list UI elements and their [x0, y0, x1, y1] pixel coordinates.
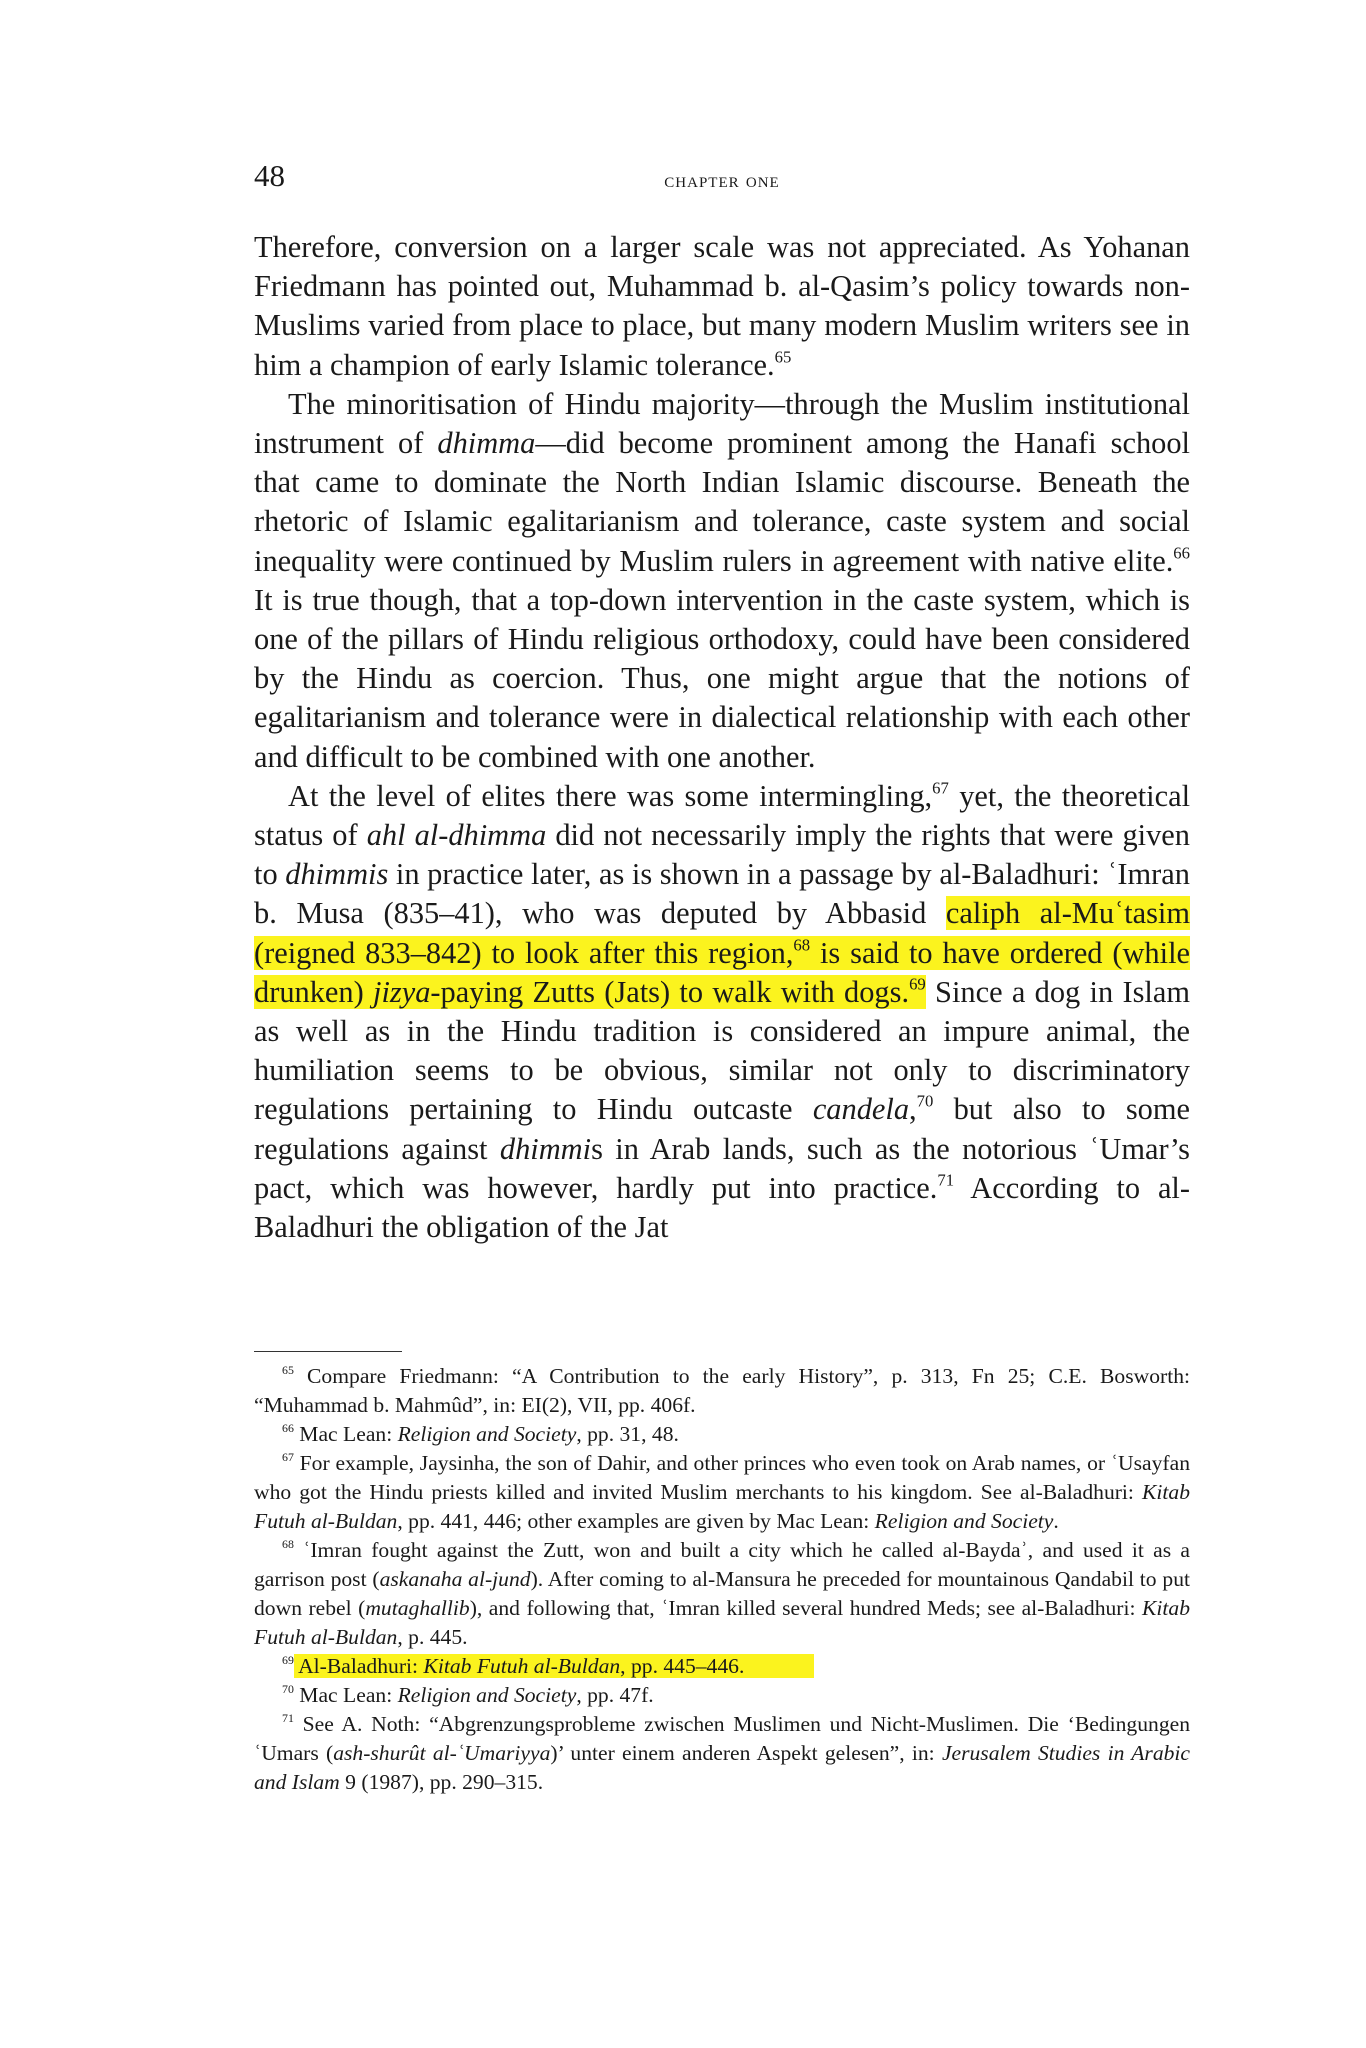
footnote-68: $^{68}$ ʿImran fought against the Zutt, won and built a city which he called al-Baydaʾ, and used it as a garrison post (askanaha al-jund). After coming to al-Mansura he preceded for mountainous Qandabil to put down rebel (mutaghallib), and following that, ʿImran killed several hundred Meds; see al-Baladhuri: Kitab Futuh al-Buldan, p. 445. — [254, 1537, 1191, 1649]
footnotes — [254, 1362, 1190, 1797]
footnote-71: $^{71}$ See A. Noth: “Abgrenzungsprobleme zwischen Muslimen und Nicht-Muslimen. Die ‘Bedingungen ʿUmars (ash-shurût al-ʿUmariyya)’ unter einem anderen Aspekt gelesen”, in: Jerusalem Studies in Arabic and Islam 9 (1987), pp. 290–315. — [254, 1711, 1191, 1794]
footnote-67: $^{67}$ For example, Jaysinha, the son of Dahir, and other princes who even took on Arab names, or ʿUsayfan who got the Hindu priests killed and invited Muslim merchants to his kingdom. See al-Baladhuri: Kitab Futuh al-Buldan, pp. 441, 446; other examples are given by Mac Lean: Religion and Society. — [254, 1450, 1190, 1533]
footnote-ref-65[interactable]: 65 — [774, 347, 792, 367]
footnote-divider — [254, 1351, 402, 1352]
footnote-ref-67[interactable]: 67 — [932, 778, 949, 798]
footnote-ref-70[interactable]: 70 — [916, 1091, 934, 1111]
footnote-66: $^{66}$ Mac Lean: Religion and Society, pp. 31, 48. — [282, 1421, 679, 1446]
page-number: 48 — [254, 158, 285, 193]
paragraph-1: Therefore, conversion on a larger scale was not appreciated. As Yohanan Friedmann has pointed out, Muhammad b. al-Qasim’s policy towards non-Muslims varied from place to place, but many modern Muslim writers see in him a champion of early Islamic tolerance.$^{65}$ — [254, 230, 1190, 382]
highlighted-passage: caliph al-Muʿtasim (reigned 833–842) to look after this region,$^{68}$ is said to have ordered (while drunken) jizya-paying Zutts (Jats) to walk with dogs.$^{69}$ — [254, 896, 1191, 1009]
main-text — [254, 228, 1190, 1247]
footnote-ref-69[interactable]: 69 — [909, 974, 926, 994]
footnote-ref-66[interactable]: 66 — [1173, 543, 1190, 563]
footnote-69: $^{69}$ Al-Baladhuri: Kitab Futuh al-Buldan, pp. 445–446. — [254, 1652, 1190, 1681]
paragraph-3: At the level of elites there was some intermingling,$^{67}$ yet, the theoretical status of ahl al-dhimma did not necessarily imply the rights that were given to dhimmis in practice later, as is shown in a passage by al-Baladhuri: ʿImran b. Musa (835–41), who was deputed by Abbasid caliph al-Muʿtasim (reigned 833–842) to look after this region,$^{68}$ is said to have ordered (while drunken) jizya-paying Zutts (Jats) to walk with dogs.$^{69}$ Since a dog in Islam as well as in the Hindu tradition is considered an impure animal, the humiliation seems to be obvious, similar not only to discriminatory regulations pertaining to Hindu outcaste candela,$^{70}$ but also to some regulations against dhimmis in Arab lands, such as the notorious ʿUmar’s pact, which was however, hardly put into practice.$^{71}$ According to al-Baladhuri the obligation of the Jat — [254, 778, 1191, 1245]
footnote-ref-68[interactable]: 68 — [793, 935, 811, 955]
footnote-ref-71[interactable]: 71 — [937, 1170, 955, 1190]
footnote-70: $^{70}$ Mac Lean: Religion and Society, pp. 47f. — [282, 1682, 654, 1707]
footnote-65: $^{65}$ Compare Friedmann: “A Contribution to the early History”, p. 313, Fn 25; C.E. Bosworth: “Muhammad b. Mahmûd”, in: EI(2), VII, pp. 406f. — [254, 1363, 1190, 1417]
paragraph-2: The minoritisation of Hindu majority—through the Muslim institutional instrument of dhimma—did become prominent among the Hanafi school that came to dominate the North Indian Islamic discourse. Beneath the rhetoric of Islamic egalitarianism and tolerance, caste system and social inequality were continued by Muslim rulers in agreement with native elite.$^{66}$ It is true though, that a top-down intervention in the caste system, which is one of the pillars of Hindu religious orthodoxy, could have been considered by the Hindu as coercion. Thus, one might argue that the notions of egalitarianism and tolerance were in dialectical relationship with each other and difficult to be combined with one another. — [254, 386, 1190, 774]
running-head: chapter one — [664, 168, 780, 192]
page-header — [254, 158, 1190, 198]
highlighted-footnote: Al-Baladhuri: Kitab Futuh al-Buldan, pp. 445–446. — [294, 1654, 814, 1678]
